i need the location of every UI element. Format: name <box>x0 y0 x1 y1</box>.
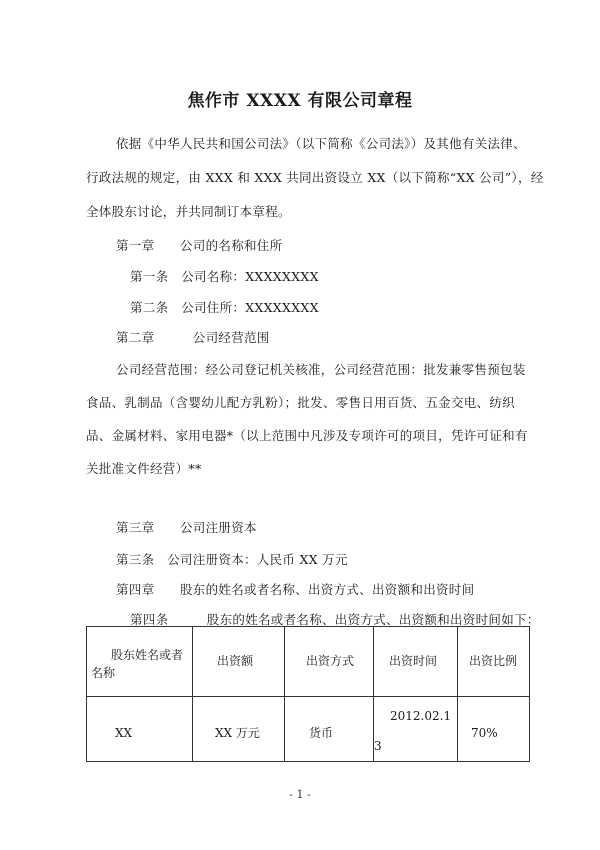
scope-line-4: 关批准文件经营）** <box>86 461 202 476</box>
row-ratio: 70% <box>471 726 498 740</box>
scope-line-2: 食品、乳制品（含婴幼儿配方乳粉）；批发、零售日用百货、五金交电、纺织 <box>86 395 515 410</box>
row-method: 货币 <box>309 726 334 740</box>
article-4: 第四条 股东的姓名或者名称、出资方式、出资额和出资时间如下： <box>130 612 540 627</box>
chapter-4-heading: 第四章 股东的姓名或者名称、出资方式、出资额和出资时间 <box>116 582 475 597</box>
page-number: - 1 - <box>289 788 311 801</box>
table-divider <box>87 696 529 697</box>
header-amount: 出资额 <box>217 654 254 668</box>
intro-line-3: 全体股东讨论，并共同制订本章程。 <box>86 204 291 219</box>
header-time: 出资时间 <box>389 654 438 668</box>
shareholder-table <box>86 626 530 762</box>
article-3: 第三条 公司注册资本：人民币 XX 万元 <box>116 552 348 567</box>
table-divider <box>457 627 458 761</box>
chapter-1-heading: 第一章 公司的名称和住所 <box>116 238 283 253</box>
scope-line-1: 公司经营范围：经公司登记机关核准，公司经营范围：批发兼零售预包装 <box>116 362 526 377</box>
header-name-line1: 股东姓名或者 <box>111 648 184 662</box>
chapter-2-heading: 第二章 公司经营范围 <box>116 330 270 345</box>
header-ratio: 出资比例 <box>469 654 518 668</box>
document-title: 焦作市 XXXX 有限公司章程 <box>187 91 413 111</box>
article-1: 第一条 公司名称：XXXXXXXX <box>130 269 319 284</box>
row-amount: XX 万元 <box>215 726 260 740</box>
article-2: 第二条 公司住所：XXXXXXXX <box>130 300 319 315</box>
table-divider <box>192 627 193 761</box>
table-divider <box>284 627 285 761</box>
intro-line-1: 依据《中华人民共和国公司法》（以下简称《公司法》）及其他有关法律、 <box>116 136 526 151</box>
chapter-3-heading: 第三章 公司注册资本 <box>116 520 257 535</box>
row-name: XX <box>115 726 133 740</box>
intro-line-2: 行政法规的规定，由 XXX 和 XXX 共同出资设立 XX（以下简称“XX 公司”），经 <box>86 170 544 185</box>
header-name-line2: 名称 <box>91 666 116 680</box>
row-time-line1: 2012.02.1 <box>390 709 452 723</box>
row-time-line2: 3 <box>374 739 382 753</box>
scope-line-3: 品、金属材料、家用电器*（以上范围中凡涉及专项许可的项目，凭许可证和有 <box>86 428 528 443</box>
header-method: 出资方式 <box>306 654 355 668</box>
